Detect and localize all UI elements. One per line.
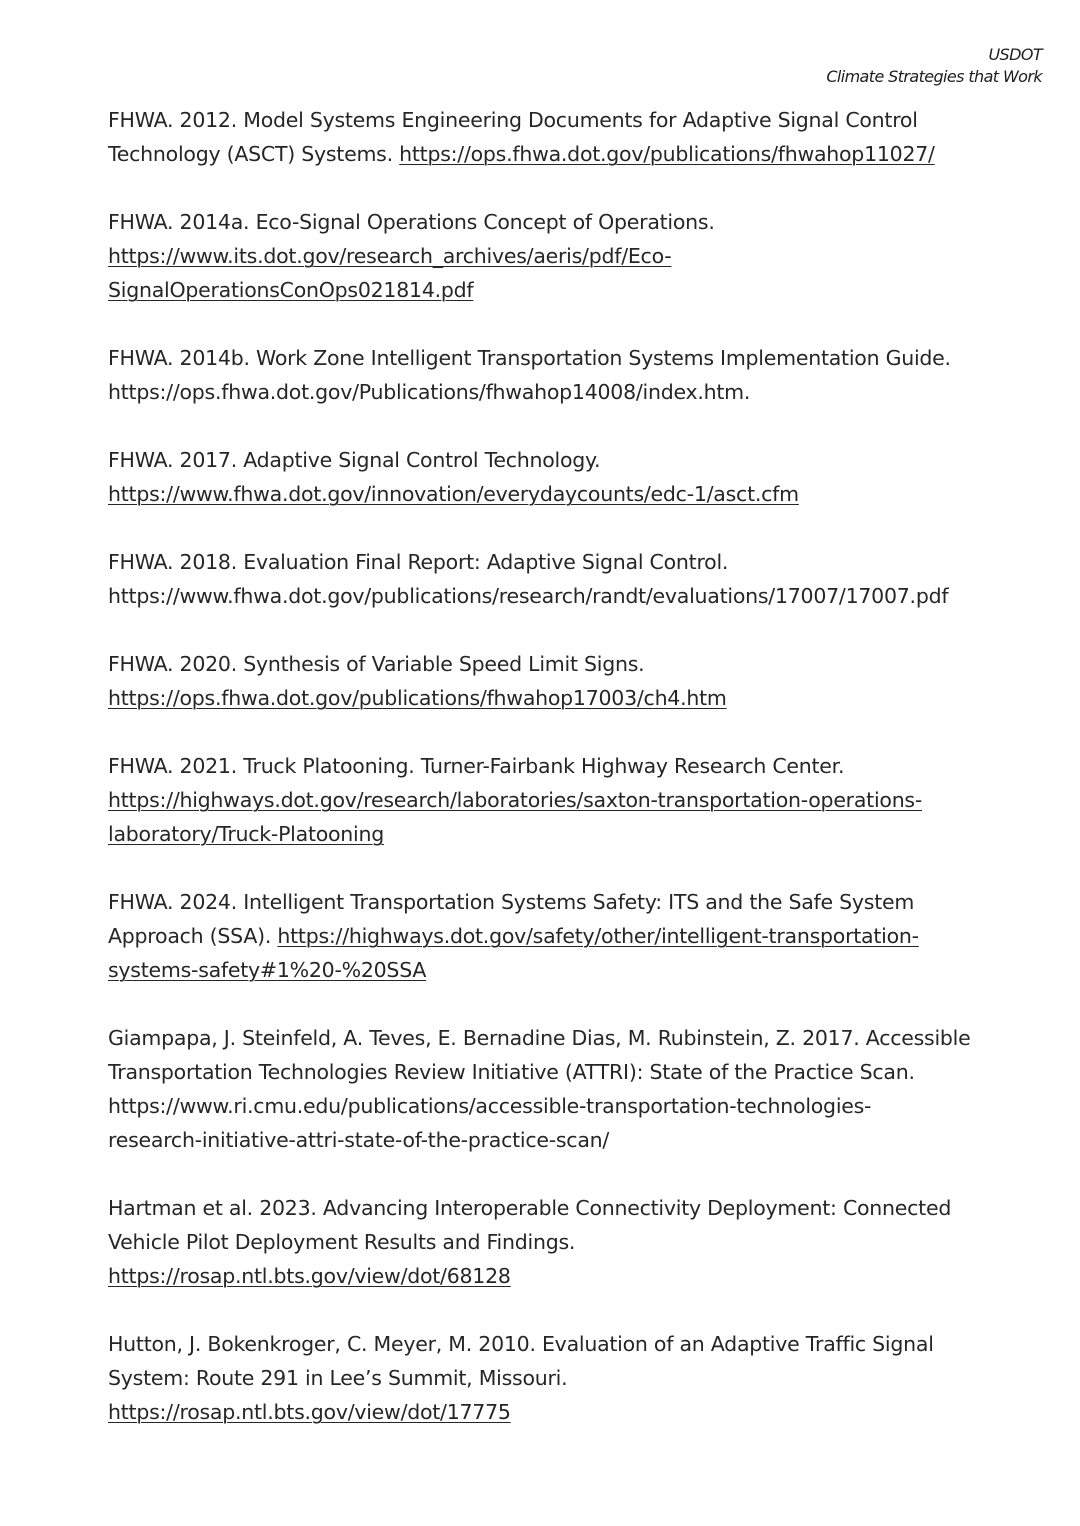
- reference-line: [108, 681, 988, 715]
- reference-line: [108, 341, 988, 375]
- reference-line: [108, 1089, 988, 1123]
- reference-text: Hutton, J. Bokenkroger, C. Meyer, M. 2010. Evaluation of an Adaptive Traffic Signal: [108, 1332, 934, 1356]
- reference-text: FHWA. 2017. Adaptive Signal Control Technology.: [108, 448, 601, 472]
- reference-list: [108, 103, 988, 1463]
- reference-link[interactable]: https://ops.fhwa.dot.gov/publications/fhwahop17003/ch4.htm: [108, 686, 727, 710]
- reference-link[interactable]: SignalOperationsConOps021814.pdf: [108, 278, 474, 302]
- reference-entry: [108, 103, 988, 171]
- reference-line: [108, 1225, 988, 1259]
- reference-entry: [108, 749, 988, 851]
- reference-text: Hartman et al. 2023. Advancing Interoperable Connectivity Deployment: Connected: [108, 1196, 952, 1220]
- reference-link[interactable]: https://ops.fhwa.dot.gov/publications/fhwahop11027/: [399, 142, 935, 166]
- reference-entry: [108, 443, 988, 511]
- reference-line: [108, 1259, 988, 1293]
- page-header: [826, 44, 1042, 88]
- reference-entry: [108, 1327, 988, 1429]
- reference-line: [108, 137, 988, 171]
- reference-line: [108, 1327, 988, 1361]
- reference-entry: [108, 545, 988, 613]
- reference-text: FHWA. 2021. Truck Platooning. Turner-Fairbank Highway Research Center.: [108, 754, 845, 778]
- reference-entry: [108, 341, 988, 409]
- reference-line: [108, 239, 988, 273]
- reference-text: research-initiative-attri-state-of-the-practice-scan/: [108, 1128, 610, 1152]
- reference-line: [108, 375, 988, 409]
- reference-line: [108, 783, 988, 817]
- reference-line: [108, 1021, 988, 1055]
- reference-entry: [108, 205, 988, 307]
- reference-link[interactable]: https://rosap.ntl.bts.gov/view/dot/68128: [108, 1264, 511, 1288]
- reference-line: [108, 477, 988, 511]
- reference-line: [108, 953, 988, 987]
- reference-text: https://www.ri.cmu.edu/publications/accessible-transportation-technologies-: [108, 1094, 872, 1118]
- reference-line: [108, 545, 988, 579]
- reference-line: [108, 273, 988, 307]
- reference-link[interactable]: https://highways.dot.gov/research/laboratories/saxton-transportation-operations-: [108, 788, 923, 812]
- reference-entry: [108, 1021, 988, 1157]
- reference-entry: [108, 885, 988, 987]
- reference-link[interactable]: https://www.its.dot.gov/research_archives/aeris/pdf/Eco-: [108, 244, 672, 268]
- reference-text: Giampapa, J. Steinfeld, A. Teves, E. Bernadine Dias, M. Rubinstein, Z. 2017. Accessible: [108, 1026, 971, 1050]
- reference-link[interactable]: https://rosap.ntl.bts.gov/view/dot/17775: [108, 1400, 511, 1424]
- header-org: USDOT: [988, 45, 1042, 64]
- reference-link[interactable]: https://www.fhwa.dot.gov/innovation/everydaycounts/edc-1/asct.cfm: [108, 482, 799, 506]
- reference-text: FHWA. 2014a. Eco-Signal Operations Concept of Operations.: [108, 210, 715, 234]
- reference-entry: [108, 647, 988, 715]
- reference-line: [108, 579, 988, 613]
- reference-line: [108, 1395, 988, 1429]
- reference-line: [108, 103, 988, 137]
- reference-line: [108, 919, 988, 953]
- reference-text: Approach (SSA).: [108, 924, 278, 948]
- reference-text: FHWA. 2018. Evaluation Final Report: Adaptive Signal Control.: [108, 550, 729, 574]
- reference-text: FHWA. 2012. Model Systems Engineering Documents for Adaptive Signal Control: [108, 108, 918, 132]
- reference-line: [108, 1361, 988, 1395]
- reference-text: FHWA. 2024. Intelligent Transportation Systems Safety: ITS and the Safe System: [108, 890, 915, 914]
- reference-text: Vehicle Pilot Deployment Results and Findings.: [108, 1230, 576, 1254]
- reference-line: [108, 647, 988, 681]
- reference-text: System: Route 291 in Lee’s Summit, Missouri.: [108, 1366, 568, 1390]
- reference-text: Transportation Technologies Review Initiative (ATTRI): State of the Practice Scan.: [108, 1060, 915, 1084]
- reference-link[interactable]: laboratory/Truck-Platooning: [108, 822, 385, 846]
- reference-line: [108, 885, 988, 919]
- reference-text: Technology (ASCT) Systems.: [108, 142, 400, 166]
- reference-entry: [108, 1191, 988, 1293]
- reference-line: [108, 443, 988, 477]
- reference-text: https://www.fhwa.dot.gov/publications/research/randt/evaluations/17007/17007.pdf: [108, 584, 949, 608]
- header-title: Climate Strategies that Work: [826, 67, 1042, 86]
- reference-line: [108, 749, 988, 783]
- reference-link[interactable]: systems-safety#1%20-%20SSA: [108, 958, 427, 982]
- reference-text: FHWA. 2014b. Work Zone Intelligent Transportation Systems Implementation Guide.: [108, 346, 951, 370]
- reference-link[interactable]: https://highways.dot.gov/safety/other/intelligent-transportation-: [277, 924, 919, 948]
- reference-text: https://ops.fhwa.dot.gov/Publications/fhwahop14008/index.htm.: [108, 380, 751, 404]
- reference-text: FHWA. 2020. Synthesis of Variable Speed Limit Signs.: [108, 652, 645, 676]
- reference-line: [108, 1055, 988, 1089]
- reference-line: [108, 205, 988, 239]
- reference-line: [108, 1191, 988, 1225]
- reference-line: [108, 1123, 988, 1157]
- reference-line: [108, 817, 988, 851]
